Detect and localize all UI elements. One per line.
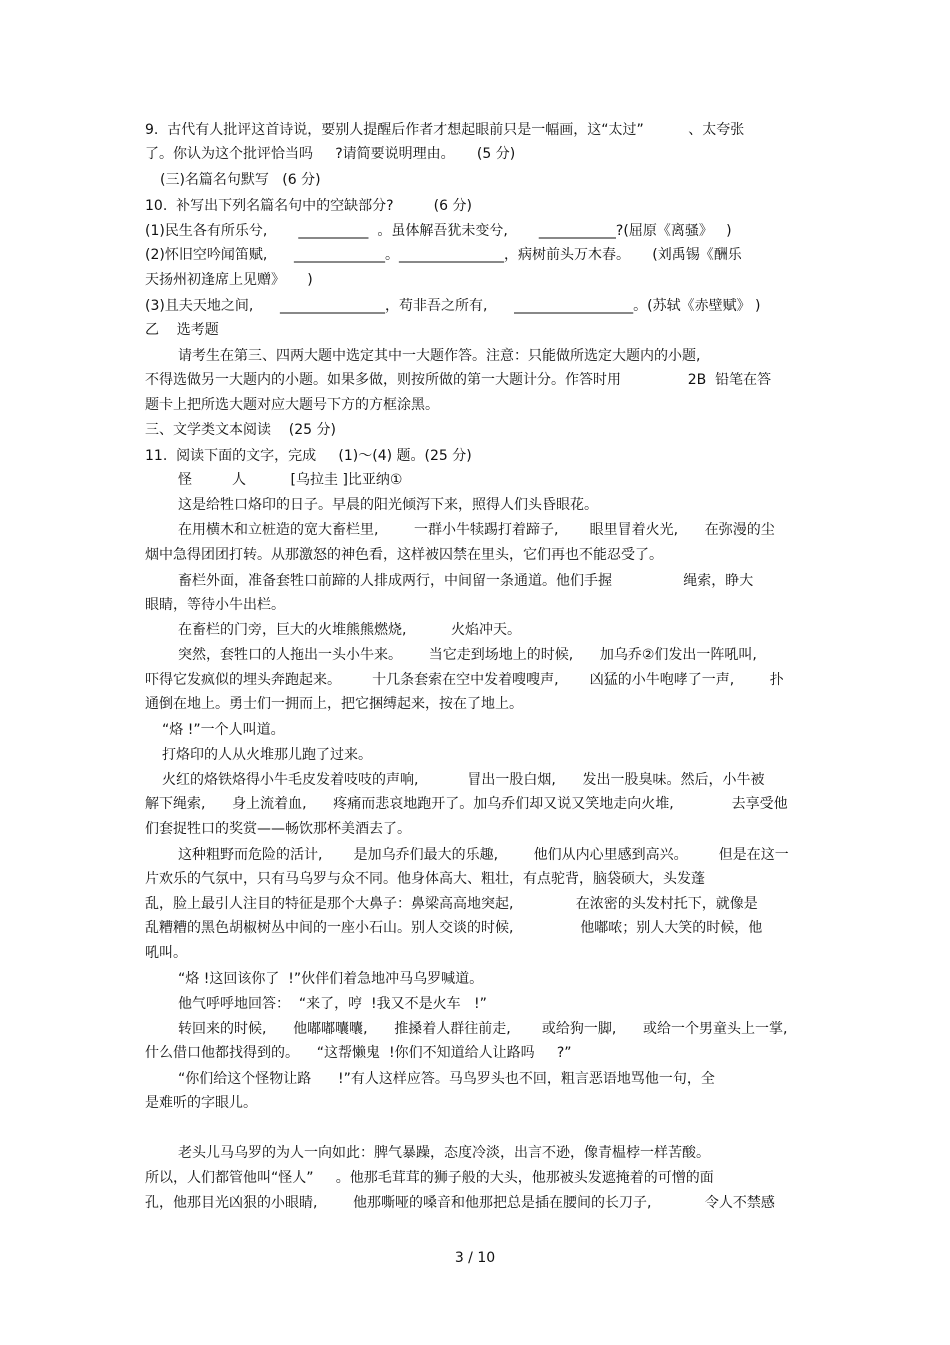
text-line: (3)且夫天地之间, _______________，苟非吾之所有, _________________。(苏轼《赤壁赋》 )	[145, 298, 761, 314]
text-line: 题卡上把所选大题对应大题号下方的方框涂黑。	[145, 397, 439, 413]
text-line: 乱糟糟的黑色胡椒树丛中间的一座小石山。别人交谈的时候, 他嘟哝；别人大笑的时候，他	[145, 920, 763, 936]
text-line: (1)民生各有所乐兮, __________ 。虽体解吾犹未变兮, ___________?(屈原《离骚》 )	[145, 223, 732, 239]
text-line: 眼睛，等待小牛出栏。	[145, 597, 285, 613]
text-line: 在用横木和立桩造的宽大畜栏里, 一群小牛犊踢打着蹄子, 眼里冒着火光, 在弥漫的尘	[178, 522, 775, 538]
text-line: 孔，他那目光凶狠的小眼睛, 他那嘶哑的嗓音和他那把总是插在腰间的长刀子, 令人不禁感	[145, 1195, 775, 1211]
text-line: 突然，套牲口的人拖出一头小牛来。 当它走到场地上的时候, 加乌乔②们发出一阵吼叫,	[178, 647, 757, 663]
text-line: 是难听的字眼儿。	[145, 1095, 257, 1111]
text-line: “你们给这个怪物让路 !”有人这样应答。马鸟罗头也不回，粗言恶语地骂他一句，全	[178, 1071, 715, 1087]
passage-title: 怪 人 [乌拉圭 ]比亚纳①	[178, 472, 403, 488]
text-line: 畜栏外面，准备套牲口前蹄的人排成两行，中间留一条通道。他们手握 绳索，睁大	[178, 573, 754, 589]
section-heading: 三、文学类文本阅读 (25 分)	[145, 422, 336, 438]
question-heading: 10. 补写出下列名篇名句中的空缺部分? (6 分)	[145, 198, 472, 214]
text-line: 天扬州初逢席上见赠》 )	[145, 272, 313, 288]
section-heading: (三)名篇名句默写 (6 分)	[160, 172, 321, 188]
text-line: 转回来的时候, 他嘟嘟囔囔, 推搡着人群往前走, 或给狗一脚, 或给一个男童头上一掌,	[178, 1021, 788, 1037]
text-line: 片欢乐的气氛中，只有马乌罗与众不同。他身体高大、粗壮，有点驼背，脑袋硕大，头发蓬	[145, 871, 705, 887]
text-line: “烙 !这回该你了 !”伙伴们着急地冲马乌罗喊道。	[178, 971, 484, 987]
text-line: 火红的烙铁烙得小牛毛皮发着吱吱的声响, 冒出一股白烟, 发出一股臭味。然后，小牛被	[162, 772, 765, 788]
text-line: “烙 !”一个人叫道。	[162, 722, 285, 738]
text-line: 什么借口他都找得到的。 “这帮懒鬼 !你们不知道给人让路吗 ?”	[145, 1045, 572, 1061]
text-line: 烟中急得团团打转。从那激怒的神色看，这样被囚禁在里头，它们再也不能忍受了。	[145, 547, 663, 563]
text-line: 吼叫。	[145, 945, 187, 961]
text-line: 打烙印的人从火堆那儿跑了过来。	[162, 747, 372, 763]
text-line: 们套捉牲口的奖赏——畅饮那杯美酒去了。	[145, 821, 411, 837]
text-line: 解下绳索, 身上流着血, 疼痛而悲哀地跑开了。加乌乔们却又说又笑地走向火堆, 去享受他	[145, 796, 788, 812]
text-line: 9. 古代有人批评这首诗说，要别人提醒后作者才想起眼前只是一幅画，这“太过” 、太夸张	[145, 122, 745, 138]
text-line: 所以，人们都管他叫“怪人” 。他那毛茸茸的狮子般的大头，他那被头发遮掩着的可憎的面	[145, 1170, 714, 1186]
text-line: 了。你认为这个批评恰当吗 ?请简要说明理由。 (5 分)	[145, 146, 516, 162]
page-number: 3 / 10	[454, 1250, 496, 1266]
text-line: 请考生在第三、四两大题中选定其中一大题作答。注意：只能做所选定大题内的小题,	[178, 348, 701, 364]
text-line: 他气呼呼地回答： “来了，哼 !我又不是火车 !”	[178, 996, 487, 1012]
text-line: 老头儿马乌罗的为人一向如此：脾气暴躁，态度冷淡，出言不逊，像青榅桲一样苦酸。	[178, 1145, 710, 1161]
text-line: (2)怀旧空吟闻笛赋, _____________。_______________，病树前头万木春。 (刘禹锡《酬乐	[145, 247, 742, 263]
text-line: 在畜栏的门旁，巨大的火堆熊熊燃烧, 火焰冲天。	[178, 622, 521, 638]
text-line: 这种粗野而危险的活计, 是加乌乔们最大的乐趣, 他们从内心里感到高兴。 但是在这一	[178, 847, 789, 863]
question-heading: 11. 阅读下面的文字，完成 (1)～(4) 题。(25 分)	[145, 448, 472, 464]
text-line: 通倒在地上。勇士们一拥而上，把它捆缚起来，按在了地上。	[145, 696, 523, 712]
text-line: 这是给牲口烙印的日子。早晨的阳光倾泻下来，照得人们头昏眼花。	[178, 497, 598, 513]
text-line: 吓得它发疯似的埋头奔跑起来。 十几条套索在空中发着嗖嗖声, 凶猛的小牛咆哮了一声, 扑	[145, 672, 784, 688]
section-heading: 乙 选考题	[145, 322, 219, 338]
text-line: 乱，脸上最引人注目的特征是那个大鼻子：鼻梁高高地突起, 在浓密的头发村托下，就像是	[145, 896, 758, 912]
text-line: 不得选做另一大题内的小题。如果多做，则按所做的第一大题计分。作答时用 2B 铅笔在答	[145, 372, 772, 388]
